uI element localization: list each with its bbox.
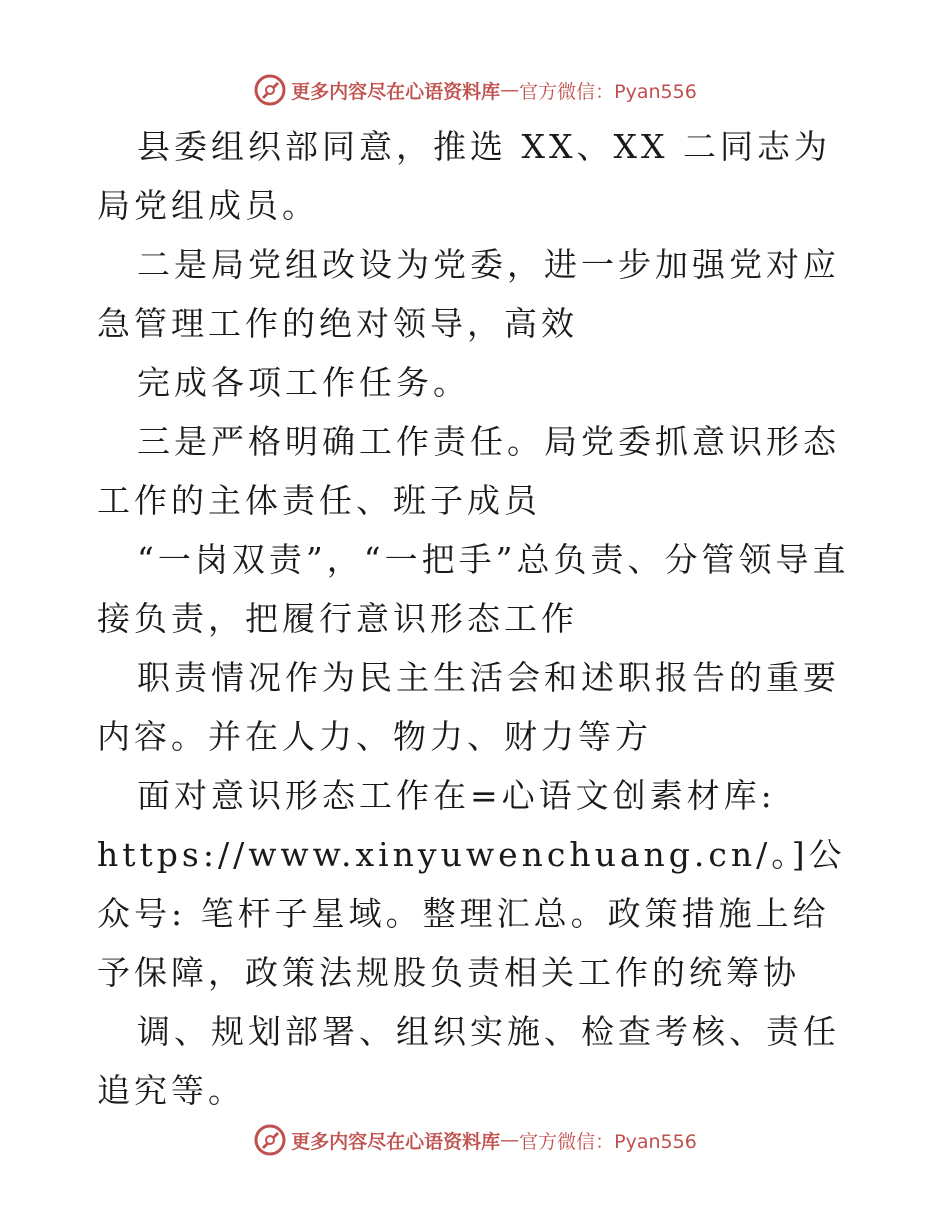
footer-wechat-text: 官方微信：Pyan556 <box>519 1130 697 1153</box>
document-body <box>97 117 857 1120</box>
header-brand-text: 更多内容尽在心语资料库 <box>291 80 501 103</box>
footer-watermark-banner <box>0 1120 950 1160</box>
paragraph-3: 完成各项工作任务。 <box>137 363 470 402</box>
header-dash: — <box>500 79 520 101</box>
header-watermark-banner <box>0 70 950 110</box>
paragraph-7: 面对意识形态工作在=心语文创素材库: <box>137 776 776 815</box>
brand-logo-icon <box>253 73 287 107</box>
paragraph-2: 二是局党组改设为党委，进一步加强党对应急管理工作的绝对领导，高效 <box>97 245 840 343</box>
paragraph-8: https://www.xinyuwenchuang.cn/。]公众号: 笔杆子星域。整理汇总。政策措施上给予保障，政策法规股负责相关工作的统筹协 <box>97 835 846 992</box>
paragraph-1: 县委组织部同意，推选 XX、XX 二同志为局党组成员。 <box>97 127 831 225</box>
footer-brand-text: 更多内容尽在心语资料库 <box>291 1130 501 1153</box>
paragraph-5: “一岗双责”，“一把手”总负责、分管领导直接负责，把履行意识形态工作 <box>97 540 850 638</box>
paragraph-6: 职责情况作为民主生活会和述职报告的重要内容。并在人力、物力、财力等方 <box>97 658 840 756</box>
paragraph-4: 三是严格明确工作责任。局党委抓意识形态工作的主体责任、班子成员 <box>97 422 840 520</box>
brand-logo-icon <box>253 1123 287 1157</box>
paragraph-9: 调、规划部署、组织实施、检查考核、责任追究等。 <box>97 1012 840 1110</box>
footer-dash: — <box>500 1129 520 1151</box>
header-wechat-text: 官方微信：Pyan556 <box>519 80 697 103</box>
